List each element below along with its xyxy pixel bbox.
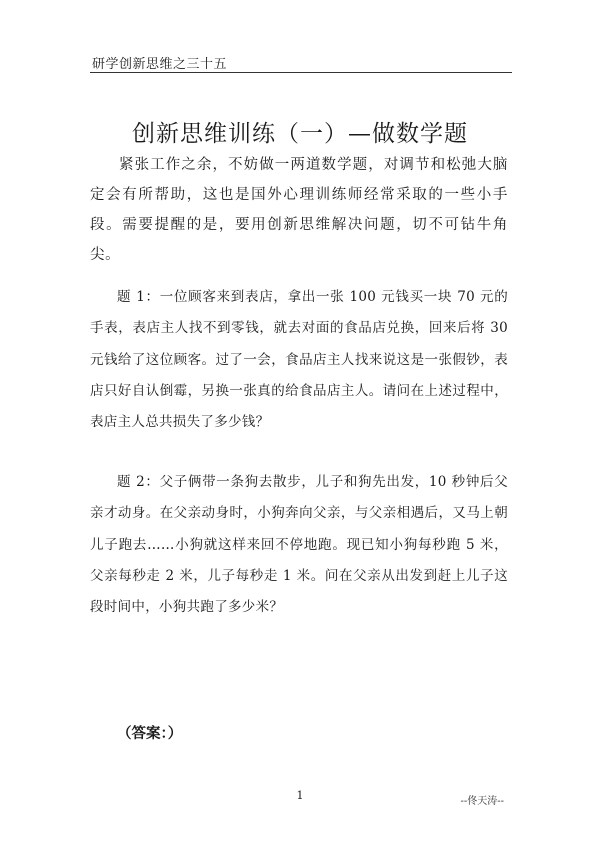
page-title: 创新思维训练（一）—做数学题 — [132, 121, 468, 148]
question-1: 题 1：一位顾客来到表店，拿出一张 100 元钱买一块 70 元的手表，表店主人找不到零钱，就去对面的食品店兑换，回来后将 30 元钱给了这位顾客。过了一会，食品店主人找来说这是一张假钞，表店只好自认倒霉，另换一张真的给食品店主人。请问在上述过程中，表店主人总共损失了多少钱？ — [90, 289, 508, 431]
author-signature: --佟天涛-- — [460, 796, 504, 807]
document-header: 研学创新思维之三十五 — [92, 57, 228, 72]
page-number: 1 — [296, 789, 304, 802]
header-divider — [90, 72, 512, 73]
answer-label: （答案：） — [117, 725, 183, 742]
question-2: 题 2：父子俩带一条狗去散步，儿子和狗先出发，10 秒钟后父亲才动身。在父亲动身时，小狗奔向父亲，与父亲相遇后，又马上朝儿子跑去……小狗就这样来回不停地跑。现已知小狗每秒跑 5 米，父亲每秒走 2 米，儿子每秒走 1 米。问在父亲从出发到赶上儿子这段时间中，小狗共跑了多少米？ — [90, 474, 508, 616]
intro-paragraph: 紧张工作之余，不妨做一两道数学题，对调节和松弛大脑定会有所帮助，这也是国外心理训练师经常采取的一些小手段。需要提醒的是，要用创新思维解决问题，切不可钻牛角尖。 — [90, 157, 508, 263]
